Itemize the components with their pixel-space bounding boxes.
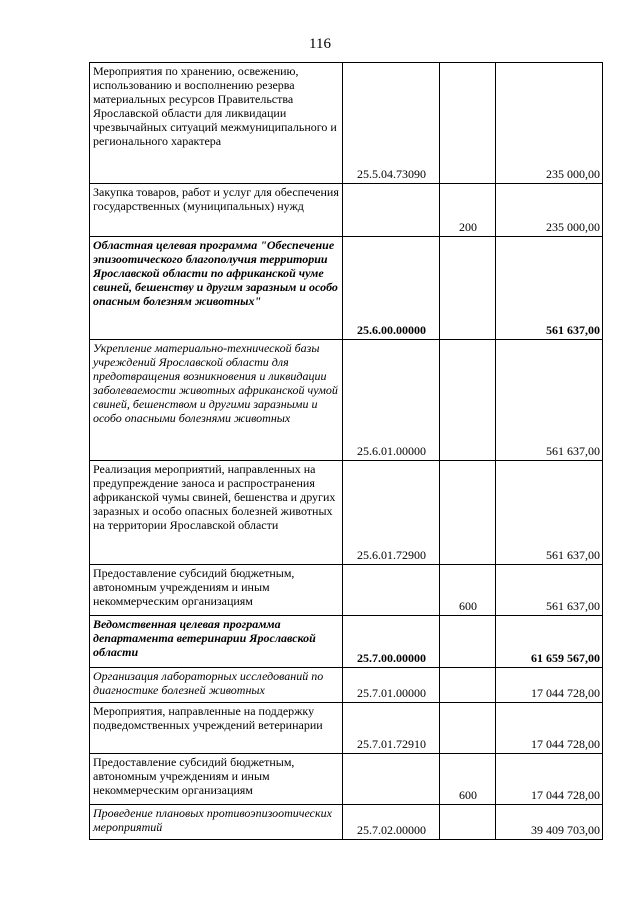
row-name: Реализация мероприятий, направленных на предупреждение заноса и распространения африканской чумы свиней, бешенства и других заразных и особо опасных болезней животных на территории Ярославской области [90,461,343,565]
row-name: Предоставление субсидий бюджетным, автономным учреждениям и иным некоммерческим организациям [90,754,343,805]
row-sum: 235 000,00 [496,184,603,237]
row-expense-type [440,63,496,184]
row-sum: 39 409 703,00 [496,805,603,840]
row-sum: 561 637,00 [496,237,603,340]
row-code [343,565,440,616]
row-expense-type [440,668,496,703]
row-sum: 561 637,00 [496,461,603,565]
table-row [90,565,603,616]
row-code: 25.7.00.00000 [343,616,440,668]
row-expense-type [440,703,496,754]
table-row [90,461,603,565]
row-name: Мероприятия по хранению, освежению, использованию и восполнению резерва материальных ресурсов Правительства Ярославской области для ликвидации чрезвычайных ситуаций межмуниципального и регионального характера [90,63,343,184]
row-sum: 17 044 728,00 [496,668,603,703]
row-name: Предоставление субсидий бюджетным, автономным учреждениям и иным некоммерческим организациям [90,565,343,616]
row-sum: 17 044 728,00 [496,754,603,805]
row-expense-type: 600 [440,565,496,616]
row-code: 25.7.02.00000 [343,805,440,840]
row-sum: 61 659 567,00 [496,616,603,668]
row-expense-type [440,340,496,461]
row-code [343,754,440,805]
table-row [90,754,603,805]
table-row [90,184,603,237]
row-expense-type [440,461,496,565]
table-row [90,237,603,340]
row-name: Организация лабораторных исследований по диагностике болезней животных [90,668,343,703]
row-code: 25.5.04.73090 [343,63,440,184]
table-row [90,703,603,754]
row-code: 25.6.01.00000 [343,340,440,461]
row-expense-type [440,805,496,840]
table-row [90,616,603,668]
table-row [90,340,603,461]
row-name: Укрепление материально-технической базы учреждений Ярославской области для предотвращения возникновения и ликвидации заболеваемости животных африканской чумой свиней, бешенством и другими заразными и особо опасными болезнями животных [90,340,343,461]
row-expense-type: 200 [440,184,496,237]
row-name: Закупка товаров, работ и услуг для обеспечения государственных (муниципальных) нужд [90,184,343,237]
row-name: Проведение плановых противоэпизоотических мероприятий [90,805,343,840]
row-name: Областная целевая программа "Обеспечение эпизоотического благополучия территории Ярославской области по африканской чуме свиней, бешенству и другим заразным и особо опасным болезням животных" [90,237,343,340]
row-code: 25.7.01.72910 [343,703,440,754]
row-expense-type: 600 [440,754,496,805]
row-code [343,184,440,237]
row-expense-type [440,616,496,668]
row-code: 25.7.01.00000 [343,668,440,703]
row-expense-type [440,237,496,340]
table-row [90,668,603,703]
budget-table [89,62,603,840]
row-name: Ведомственная целевая программа департамента ветеринарии Ярославской области [90,616,343,668]
table-row [90,805,603,840]
row-name: Мероприятия, направленные на поддержку подведомственных учреждений ветеринарии [90,703,343,754]
row-sum: 561 637,00 [496,340,603,461]
page-number: 116 [309,36,331,52]
table-row [90,63,603,184]
row-code: 25.6.00.00000 [343,237,440,340]
row-sum: 561 637,00 [496,565,603,616]
row-sum: 235 000,00 [496,63,603,184]
row-sum: 17 044 728,00 [496,703,603,754]
row-code: 25.6.01.72900 [343,461,440,565]
